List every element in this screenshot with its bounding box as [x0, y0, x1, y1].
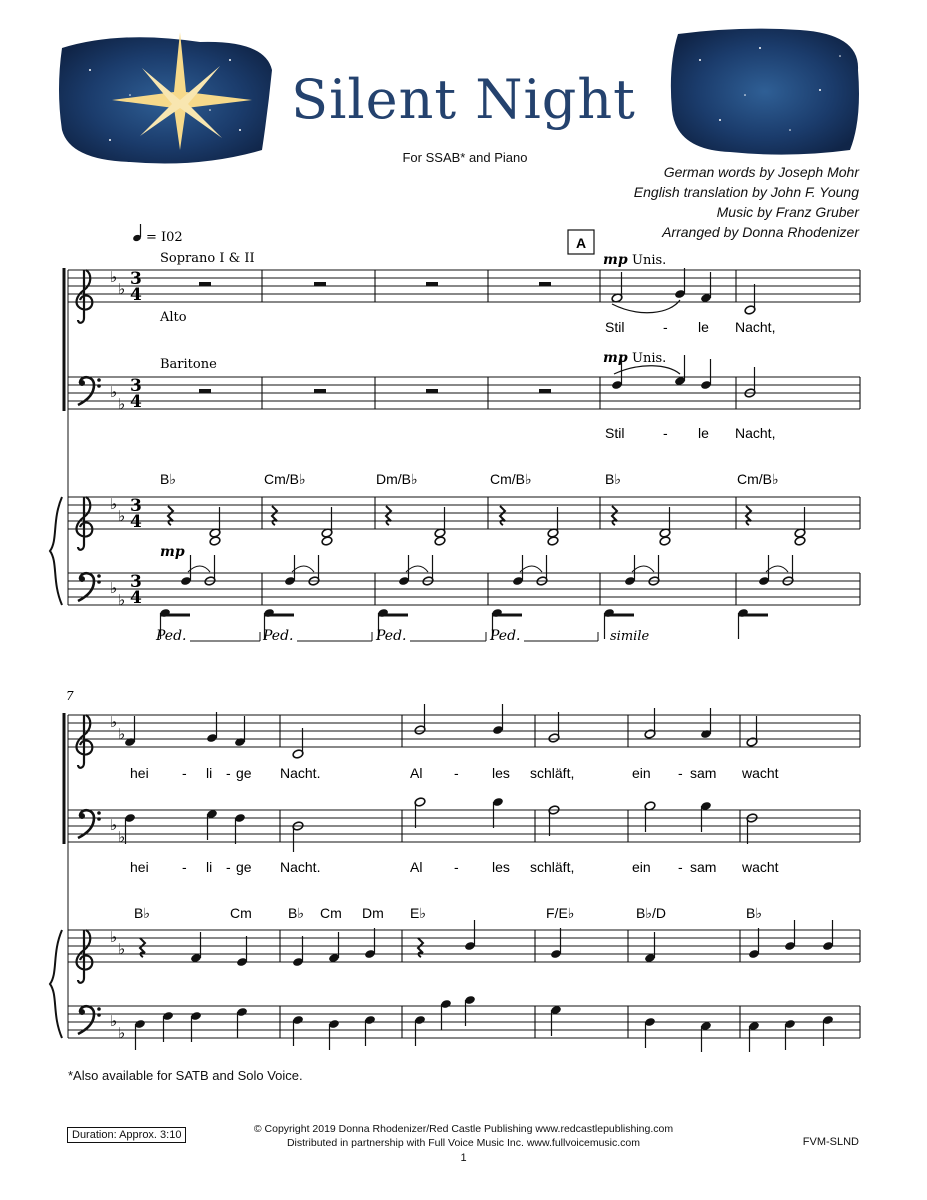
svg-text:B♭: B♭: [605, 471, 621, 487]
flat-icon: ♭: [118, 507, 126, 525]
copyright-block: [180, 1122, 747, 1150]
svg-text:Ped.: Ped.: [156, 628, 187, 644]
dynamic-mp-bass: mp: [603, 350, 628, 366]
flat-icon: ♭: [110, 1012, 118, 1030]
treble-staff-system-2: [68, 713, 860, 768]
svg-text:le: le: [698, 425, 709, 441]
svg-text:-: -: [226, 765, 231, 781]
note: [321, 536, 333, 546]
svg-text:Nacht.: Nacht.: [280, 765, 321, 781]
svg-text:-: -: [182, 859, 187, 875]
svg-text:li: li: [206, 859, 213, 875]
piano-brace: [50, 497, 62, 605]
copyright-line-2: Distributed in partnership with Full Voice Music Inc. www.fullvoicemusic.com: [286, 1137, 641, 1149]
lyrics-system-2-bass: [130, 859, 779, 875]
flat-icon: ♭: [118, 280, 126, 298]
svg-text:sam: sam: [690, 859, 717, 875]
quarter-rest: [272, 506, 277, 525]
credit-music: Music by Franz Gruber: [716, 204, 859, 220]
svg-text:Cm/B♭: Cm/B♭: [490, 471, 532, 487]
rehearsal-mark: [568, 230, 594, 254]
tempo-value: = I02: [146, 230, 183, 245]
svg-text:Nacht.: Nacht.: [280, 859, 321, 875]
subtitle: For SSAB* and Piano: [402, 150, 528, 165]
svg-text:Ped.: Ped.: [263, 628, 294, 644]
whole-rest: [539, 282, 551, 286]
svg-text:-: -: [182, 765, 187, 781]
duration-box: Duration: Approx. 3:10: [67, 1127, 186, 1143]
svg-text:Cm: Cm: [230, 905, 252, 921]
whole-rest: [314, 282, 326, 286]
time-signature-bottom: 4: [130, 512, 142, 532]
credit-words: German words by Joseph Mohr: [663, 164, 859, 180]
lyrics-system-1-treble: [605, 319, 775, 335]
footnote: *Also available for SATB and Solo Voice.: [68, 1068, 303, 1083]
time-signature-bottom: 4: [130, 392, 142, 412]
credit-translation: English translation by John F. Young: [633, 184, 859, 200]
flat-icon: ♭: [110, 383, 118, 401]
svg-text:-: -: [678, 765, 683, 781]
flat-icon: ♭: [118, 828, 126, 846]
piano-brace-2: [50, 930, 62, 1038]
tie: [520, 566, 542, 572]
svg-text:ge: ge: [236, 765, 252, 781]
dynamic-mp-treble: mp: [603, 252, 628, 268]
svg-text:-: -: [454, 859, 459, 875]
svg-text:Dm: Dm: [362, 905, 384, 921]
tempo-mark: [132, 224, 182, 245]
note: [794, 536, 806, 546]
flat-icon: ♭: [118, 395, 126, 413]
tie: [766, 566, 788, 572]
svg-text:le: le: [698, 319, 709, 335]
svg-text:-: -: [663, 425, 668, 441]
time-signature-top: 3: [130, 269, 142, 289]
svg-text:Nacht,: Nacht,: [735, 319, 776, 335]
bass-staff-system-2: [68, 810, 860, 846]
chords-system-2: [134, 905, 762, 921]
catalog-number: FVM-SLND: [802, 1136, 859, 1148]
svg-text:Ped.: Ped.: [376, 628, 407, 644]
time-signature-top: 3: [130, 572, 142, 592]
note: [434, 536, 446, 546]
tie: [292, 566, 314, 572]
quarter-rest: [168, 506, 173, 525]
time-signature-top: 3: [130, 376, 142, 396]
quarter-rest: [612, 506, 617, 525]
flat-icon: ♭: [110, 816, 118, 834]
note: [659, 536, 671, 546]
svg-text:Stil: Stil: [605, 425, 625, 441]
flat-icon: ♭: [118, 1024, 126, 1042]
flat-icon: ♭: [118, 591, 126, 609]
flat-icon: ♭: [110, 713, 118, 731]
notes-layer: [124, 268, 834, 1052]
flat-icon: ♭: [110, 928, 118, 946]
quarter-rest: [746, 506, 751, 525]
svg-text:ein: ein: [632, 859, 651, 875]
flat-icon: ♭: [110, 579, 118, 597]
svg-text:Dm/B♭: Dm/B♭: [376, 471, 418, 487]
svg-text:-: -: [226, 859, 231, 875]
svg-text:Al: Al: [410, 859, 423, 875]
svg-text:B♭: B♭: [134, 905, 150, 921]
bass-staff-system-1: [68, 376, 860, 413]
treble-staff-system-1: [68, 268, 860, 323]
lyrics-system-2-treble: [130, 765, 779, 781]
svg-text:-: -: [663, 319, 668, 335]
svg-text:hei: hei: [130, 765, 149, 781]
svg-text:Nacht,: Nacht,: [735, 425, 776, 441]
piano-treble-staff-system-2: [68, 928, 860, 983]
svg-text:B♭: B♭: [160, 471, 176, 487]
svg-text:-: -: [678, 859, 683, 875]
svg-text:sam: sam: [690, 765, 717, 781]
time-signature-bottom: 4: [130, 285, 142, 305]
tie: [188, 566, 210, 572]
flat-icon: ♭: [118, 725, 126, 743]
quarter-rest: [386, 506, 391, 525]
svg-text:Ped.: Ped.: [490, 628, 521, 644]
copyright-line-1: © Copyright 2019 Donna Rhodenizer/Red Castle Publishing www.redcastlepublishing.com: [253, 1123, 674, 1135]
simile-mark: simile: [610, 629, 650, 644]
starry-sky-right-image: [671, 29, 859, 155]
lyrics-system-1-bass: [605, 425, 775, 441]
tie: [632, 566, 654, 572]
svg-text:A: A: [575, 235, 587, 251]
whole-rest: [199, 389, 211, 393]
svg-text:E♭: E♭: [410, 905, 426, 921]
measure-number: 7: [66, 689, 74, 703]
svg-text:B♭: B♭: [288, 905, 304, 921]
piano-bass-staff-system-2: [68, 1006, 860, 1042]
time-signature-bottom: 4: [130, 588, 142, 608]
staves: [50, 268, 860, 1042]
dynamic-mp-piano: mp: [160, 544, 185, 560]
svg-text:B♭/D: B♭/D: [636, 905, 666, 921]
chords-system-1: [160, 471, 779, 487]
svg-text:les: les: [492, 765, 510, 781]
svg-text:li: li: [206, 765, 213, 781]
svg-text:les: les: [492, 859, 510, 875]
slur: [614, 366, 680, 374]
starry-sky-left-image: [59, 32, 272, 164]
flat-icon: ♭: [118, 940, 126, 958]
whole-rest: [314, 389, 326, 393]
whole-rest: [539, 389, 551, 393]
part-label-baritone: Baritone: [160, 357, 217, 372]
credit-arranger: Arranged by Donna Rhodenizer: [662, 224, 859, 240]
unis-treble: Unis.: [632, 253, 667, 268]
page-title: Silent Night: [291, 68, 636, 131]
svg-text:-: -: [454, 765, 459, 781]
pedal-marks: [155, 628, 649, 644]
svg-text:hei: hei: [130, 859, 149, 875]
svg-text:schläft,: schläft,: [530, 765, 575, 781]
time-signature-top: 3: [130, 496, 142, 516]
svg-text:Cm/B♭: Cm/B♭: [737, 471, 779, 487]
whole-rest: [426, 389, 438, 393]
tie: [406, 566, 428, 572]
page-number: 1: [460, 1152, 467, 1164]
whole-rest: [199, 282, 211, 286]
whole-rest: [426, 282, 438, 286]
part-label-soprano: Soprano I & II: [160, 251, 255, 266]
part-label-alto: Alto: [160, 310, 187, 325]
flat-icon: ♭: [110, 268, 118, 286]
note: [547, 536, 559, 546]
svg-text:schläft,: schläft,: [530, 859, 575, 875]
piano-treble-staff-system-1: [68, 495, 860, 550]
svg-text:ge: ge: [236, 859, 252, 875]
quarter-rest: [500, 506, 505, 525]
flat-icon: ♭: [110, 495, 118, 513]
svg-text:ein: ein: [632, 765, 651, 781]
svg-text:Cm: Cm: [320, 905, 342, 921]
svg-text:Cm/B♭: Cm/B♭: [264, 471, 306, 487]
svg-text:Stil: Stil: [605, 319, 625, 335]
svg-text:B♭: B♭: [746, 905, 762, 921]
svg-text:Al: Al: [410, 765, 423, 781]
unis-bass: Unis.: [632, 351, 667, 366]
note: [209, 536, 221, 546]
svg-text:wacht: wacht: [742, 859, 779, 875]
svg-text:wacht: wacht: [742, 765, 779, 781]
svg-text:F/E♭: F/E♭: [546, 905, 575, 921]
